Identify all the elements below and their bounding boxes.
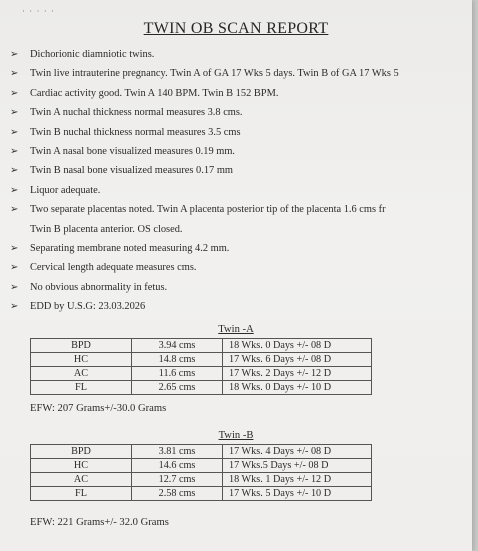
table-row	[31, 445, 372, 459]
param-cell: FL	[31, 381, 132, 395]
arrow-bullet-icon: ➢	[10, 262, 19, 274]
finding-item: ➢ Two separate placentas noted. Twin A placenta posterior tip of the placenta 1.6 cms fr	[10, 200, 472, 219]
finding-item: ➢ Separating membrane noted measuring 4.2 mm.	[10, 239, 472, 258]
twin-b-heading: Twin -B	[218, 430, 254, 441]
finding-continuation: Twin B placenta anterior. OS closed.	[30, 223, 183, 235]
arrow-bullet-icon: ➢	[10, 126, 19, 138]
arrow-bullet-icon: ➢	[10, 145, 19, 157]
table-row	[31, 459, 372, 473]
twin-b-efw: EFW: 221 Grams+/- 32.0 Grams	[30, 517, 169, 528]
ga-cell: 17 Wks. 2 Days +/- 12 D	[223, 367, 372, 381]
finding-item: ➢ No obvious abnormality in fetus.	[10, 278, 472, 297]
ga-cell: 18 Wks. 1 Days +/- 12 D	[223, 473, 372, 487]
arrow-bullet-icon: ➢	[10, 165, 19, 177]
table-row	[31, 381, 372, 395]
arrow-bullet-icon: ➢	[10, 87, 19, 99]
twin-a-efw: EFW: 207 Grams+/-30.0 Grams	[30, 403, 167, 414]
value-cell: 14.8 cms	[132, 353, 223, 367]
value-cell: 3.94 cms	[132, 339, 223, 353]
value-cell: 11.6 cms	[132, 367, 223, 381]
arrow-bullet-icon: ➢	[10, 49, 19, 60]
ga-cell: 17 Wks. 4 Days +/- 08 D	[223, 445, 372, 459]
finding-item: ➢ EDD by U.S.G: 23.03.2026	[10, 297, 472, 316]
arrow-bullet-icon: ➢	[10, 107, 19, 119]
value-cell: 14.6 cms	[132, 459, 223, 473]
twin-a-heading: Twin -A	[218, 324, 254, 335]
table-row	[31, 339, 372, 353]
finding-item: ➢ Twin B nuchal thickness normal measures 3.5 cms	[10, 123, 472, 142]
ga-cell: 17 Wks. 5 Days +/- 10 D	[223, 487, 372, 501]
param-cell: HC	[31, 353, 132, 367]
finding-item: ➢ Twin A nasal bone visualized measures 0.19 mm.	[10, 142, 472, 161]
twin-b-biometry-table	[30, 444, 372, 501]
twin-a-biometry-table	[30, 338, 372, 395]
value-cell: 2.58 cms	[132, 487, 223, 501]
table-row	[31, 367, 372, 381]
finding-item: ➢ Cervical length adequate measures cms.	[10, 258, 472, 277]
table-row	[31, 353, 372, 367]
param-cell: FL	[31, 487, 132, 501]
param-cell: AC	[31, 473, 132, 487]
arrow-bullet-icon: ➢	[10, 301, 19, 313]
top-mark: · · · · ·	[22, 6, 55, 16]
arrow-bullet-icon: ➢	[10, 204, 19, 216]
arrow-bullet-icon: ➢	[10, 68, 19, 80]
ga-cell: 18 Wks. 0 Days +/- 08 D	[223, 339, 372, 353]
findings-list	[10, 45, 472, 316]
arrow-bullet-icon: ➢	[10, 242, 19, 254]
report-title: TWIN OB SCAN REPORT	[143, 20, 329, 37]
arrow-bullet-icon: ➢	[10, 281, 19, 293]
finding-item: ➢ Twin B nasal bone visualized measures 0.17 mm	[10, 161, 472, 180]
param-cell: BPD	[31, 445, 132, 459]
param-cell: HC	[31, 459, 132, 473]
finding-item: ➢ Liquor adequate.	[10, 181, 472, 200]
value-cell: 3.81 cms	[132, 445, 223, 459]
param-cell: AC	[31, 367, 132, 381]
ga-cell: 17 Wks.5 Days +/- 08 D	[223, 459, 372, 473]
finding-item: ➢ Twin A nuchal thickness normal measures 3.8 cms.	[10, 103, 472, 122]
ga-cell: 18 Wks. 0 Days +/- 10 D	[223, 381, 372, 395]
finding-item: ➢ Twin live intrauterine pregnancy. Twin A of GA 17 Wks 5 days. Twin B of GA 17 Wks 5	[10, 64, 472, 83]
arrow-bullet-icon: ➢	[10, 184, 19, 196]
ga-cell: 17 Wks. 6 Days +/- 08 D	[223, 353, 372, 367]
table-row	[31, 487, 372, 501]
value-cell: 2.65 cms	[132, 381, 223, 395]
finding-item: ➢ Cardiac activity good. Twin A 140 BPM. Twin B 152 BPM.	[10, 84, 472, 103]
value-cell: 12.7 cms	[132, 473, 223, 487]
param-cell: BPD	[31, 339, 132, 353]
finding-item: ➢ Dichorionic diamniotic twins.	[10, 45, 472, 64]
table-row	[31, 473, 372, 487]
